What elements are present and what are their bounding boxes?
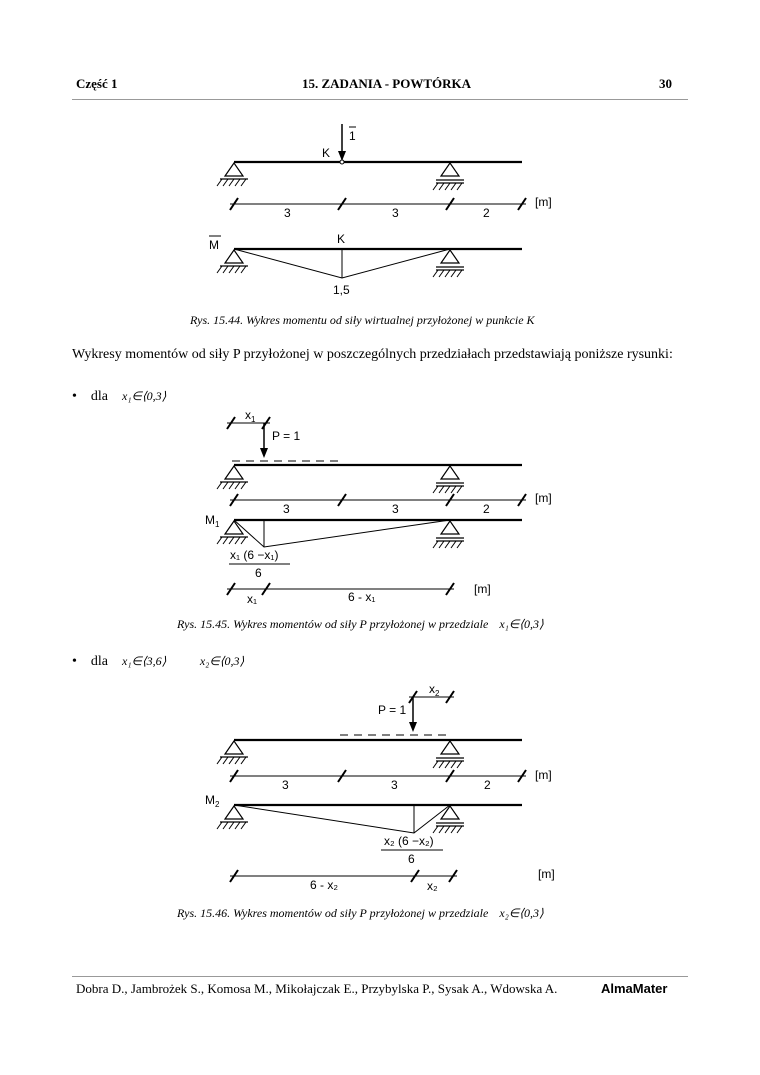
dimension-tick bbox=[446, 691, 454, 703]
body-paragraph: Wykresy momentów od siły P przyłożonej w poszczególnych przedziałach przedstawiają poniższe rysunki: bbox=[72, 347, 673, 362]
dimension-tick bbox=[449, 870, 457, 882]
bullet-2-condition-2: x₂∈⟨0,3⟩ bbox=[199, 654, 245, 668]
bullet-2-condition-1: x₁∈⟨3,6⟩ bbox=[122, 654, 167, 668]
bullet-1-condition: x₁∈⟨0,3⟩ bbox=[122, 389, 167, 403]
segment-label-2: x₂ bbox=[427, 879, 438, 893]
unit-label: [m] bbox=[535, 195, 552, 209]
point-k-label: K bbox=[322, 146, 331, 160]
dimension-tick bbox=[230, 870, 238, 882]
dimension-tick bbox=[338, 770, 346, 782]
pin-support bbox=[217, 466, 248, 489]
dimension-tick bbox=[518, 770, 526, 782]
dimension-tick bbox=[446, 198, 454, 210]
formula-numerator: x₂ (6 −x₂) bbox=[384, 834, 434, 848]
roller-support bbox=[433, 466, 464, 493]
bullet-1-prefix: dla bbox=[90, 389, 109, 404]
dimension-tick bbox=[518, 494, 526, 506]
page-number: 30 bbox=[659, 76, 672, 91]
formula-numerator: x₁ (6 −x₁) bbox=[230, 548, 279, 562]
span-label: 2 bbox=[484, 778, 491, 792]
load-label: P = 1 bbox=[272, 429, 301, 443]
roller-support bbox=[433, 163, 464, 190]
pin-support bbox=[217, 163, 248, 186]
dimension-tick bbox=[227, 583, 235, 595]
figure-15-46 bbox=[205, 682, 555, 893]
figure-15-46-caption-text: Rys. 15.46. Wykres momentów od siły P przyłożonej w przedziale bbox=[177, 906, 489, 920]
roller-support bbox=[433, 250, 464, 277]
segment-label-1: 6 - x₂ bbox=[310, 878, 338, 892]
span-label: 3 bbox=[284, 206, 291, 220]
load-arrowhead bbox=[409, 722, 417, 732]
dimension-tick bbox=[227, 417, 235, 429]
dimension-tick bbox=[262, 583, 270, 595]
dimension-tick bbox=[230, 494, 238, 506]
dimension-tick bbox=[338, 198, 346, 210]
figure-15-45 bbox=[205, 408, 552, 606]
moment-diagram bbox=[234, 805, 450, 833]
dimension-tick bbox=[338, 494, 346, 506]
segment-label-2: 6 - x₁ bbox=[348, 590, 376, 604]
figure-15-44-caption: Rys. 15.44. Wykres momentu od siły wirtualnej przyłożonej w punkcie K bbox=[190, 313, 535, 327]
span-label: 3 bbox=[392, 502, 399, 516]
unit-label: [m] bbox=[538, 867, 555, 881]
load-label: 1 bbox=[349, 129, 356, 143]
dimension-tick bbox=[518, 198, 526, 210]
bullet-dot: • bbox=[72, 654, 77, 669]
figure-15-45-caption-math: x₁∈⟨0,3⟩ bbox=[499, 617, 544, 631]
bullet-2-prefix: dla bbox=[90, 654, 109, 669]
figure-15-45-caption-text: Rys. 15.45. Wykres momentów od siły P przyłożonej w przedziale bbox=[177, 617, 489, 631]
pin-support bbox=[217, 741, 248, 764]
footer-authors: Dobra D., Jambrożek S., Komosa M., Mikołajczak E., Przybylska P., Sysak A., Wdowska A. bbox=[76, 981, 558, 996]
header-chapter-title: 15. ZADANIA - POWTÓRKA bbox=[302, 76, 472, 91]
point-k-label: K bbox=[337, 232, 346, 246]
span-label: 2 bbox=[483, 502, 490, 516]
peak-moment-value: 1,5 bbox=[333, 283, 350, 297]
roller-support bbox=[433, 521, 464, 548]
bullet-dot: • bbox=[72, 389, 77, 404]
load-label: P = 1 bbox=[378, 703, 407, 717]
unit-label: [m] bbox=[535, 491, 552, 505]
dimension-tick bbox=[446, 583, 454, 595]
roller-support bbox=[433, 741, 464, 768]
segment-label-1: x₁ bbox=[247, 592, 258, 606]
header-part: Część 1 bbox=[76, 76, 118, 91]
figure-15-46-caption-math: x₂∈⟨0,3⟩ bbox=[499, 906, 544, 920]
dimension-tick bbox=[446, 770, 454, 782]
span-label: 3 bbox=[391, 778, 398, 792]
x-label: $x_2$ bbox=[429, 682, 440, 698]
figure-15-44 bbox=[209, 124, 552, 297]
span-label: 2 bbox=[483, 206, 490, 220]
span-label: 3 bbox=[392, 206, 399, 220]
pin-support bbox=[217, 806, 248, 829]
pin-support bbox=[217, 521, 248, 544]
dimension-tick bbox=[446, 494, 454, 506]
pin-support bbox=[217, 250, 248, 273]
unit-label: [m] bbox=[474, 582, 491, 596]
dimension-tick bbox=[411, 870, 419, 882]
moment-label: $M_2$ bbox=[205, 793, 220, 809]
dimension-tick bbox=[262, 417, 270, 429]
dimension-tick bbox=[230, 770, 238, 782]
unit-label: [m] bbox=[535, 768, 552, 782]
span-label: 3 bbox=[282, 778, 289, 792]
moment-label: $M_1$ bbox=[205, 513, 220, 529]
roller-support bbox=[433, 806, 464, 833]
load-arrowhead bbox=[260, 448, 268, 458]
span-label: 3 bbox=[283, 502, 290, 516]
x-label: $x_1$ bbox=[245, 408, 256, 424]
dimension-tick bbox=[230, 198, 238, 210]
formula-denominator: 6 bbox=[408, 852, 415, 866]
point-k-marker bbox=[340, 160, 344, 164]
formula-denominator: 6 bbox=[255, 566, 262, 580]
moment-diagram bbox=[234, 520, 450, 547]
footer-brand: AlmaMater bbox=[601, 981, 668, 996]
moment-label: M bbox=[209, 238, 219, 252]
